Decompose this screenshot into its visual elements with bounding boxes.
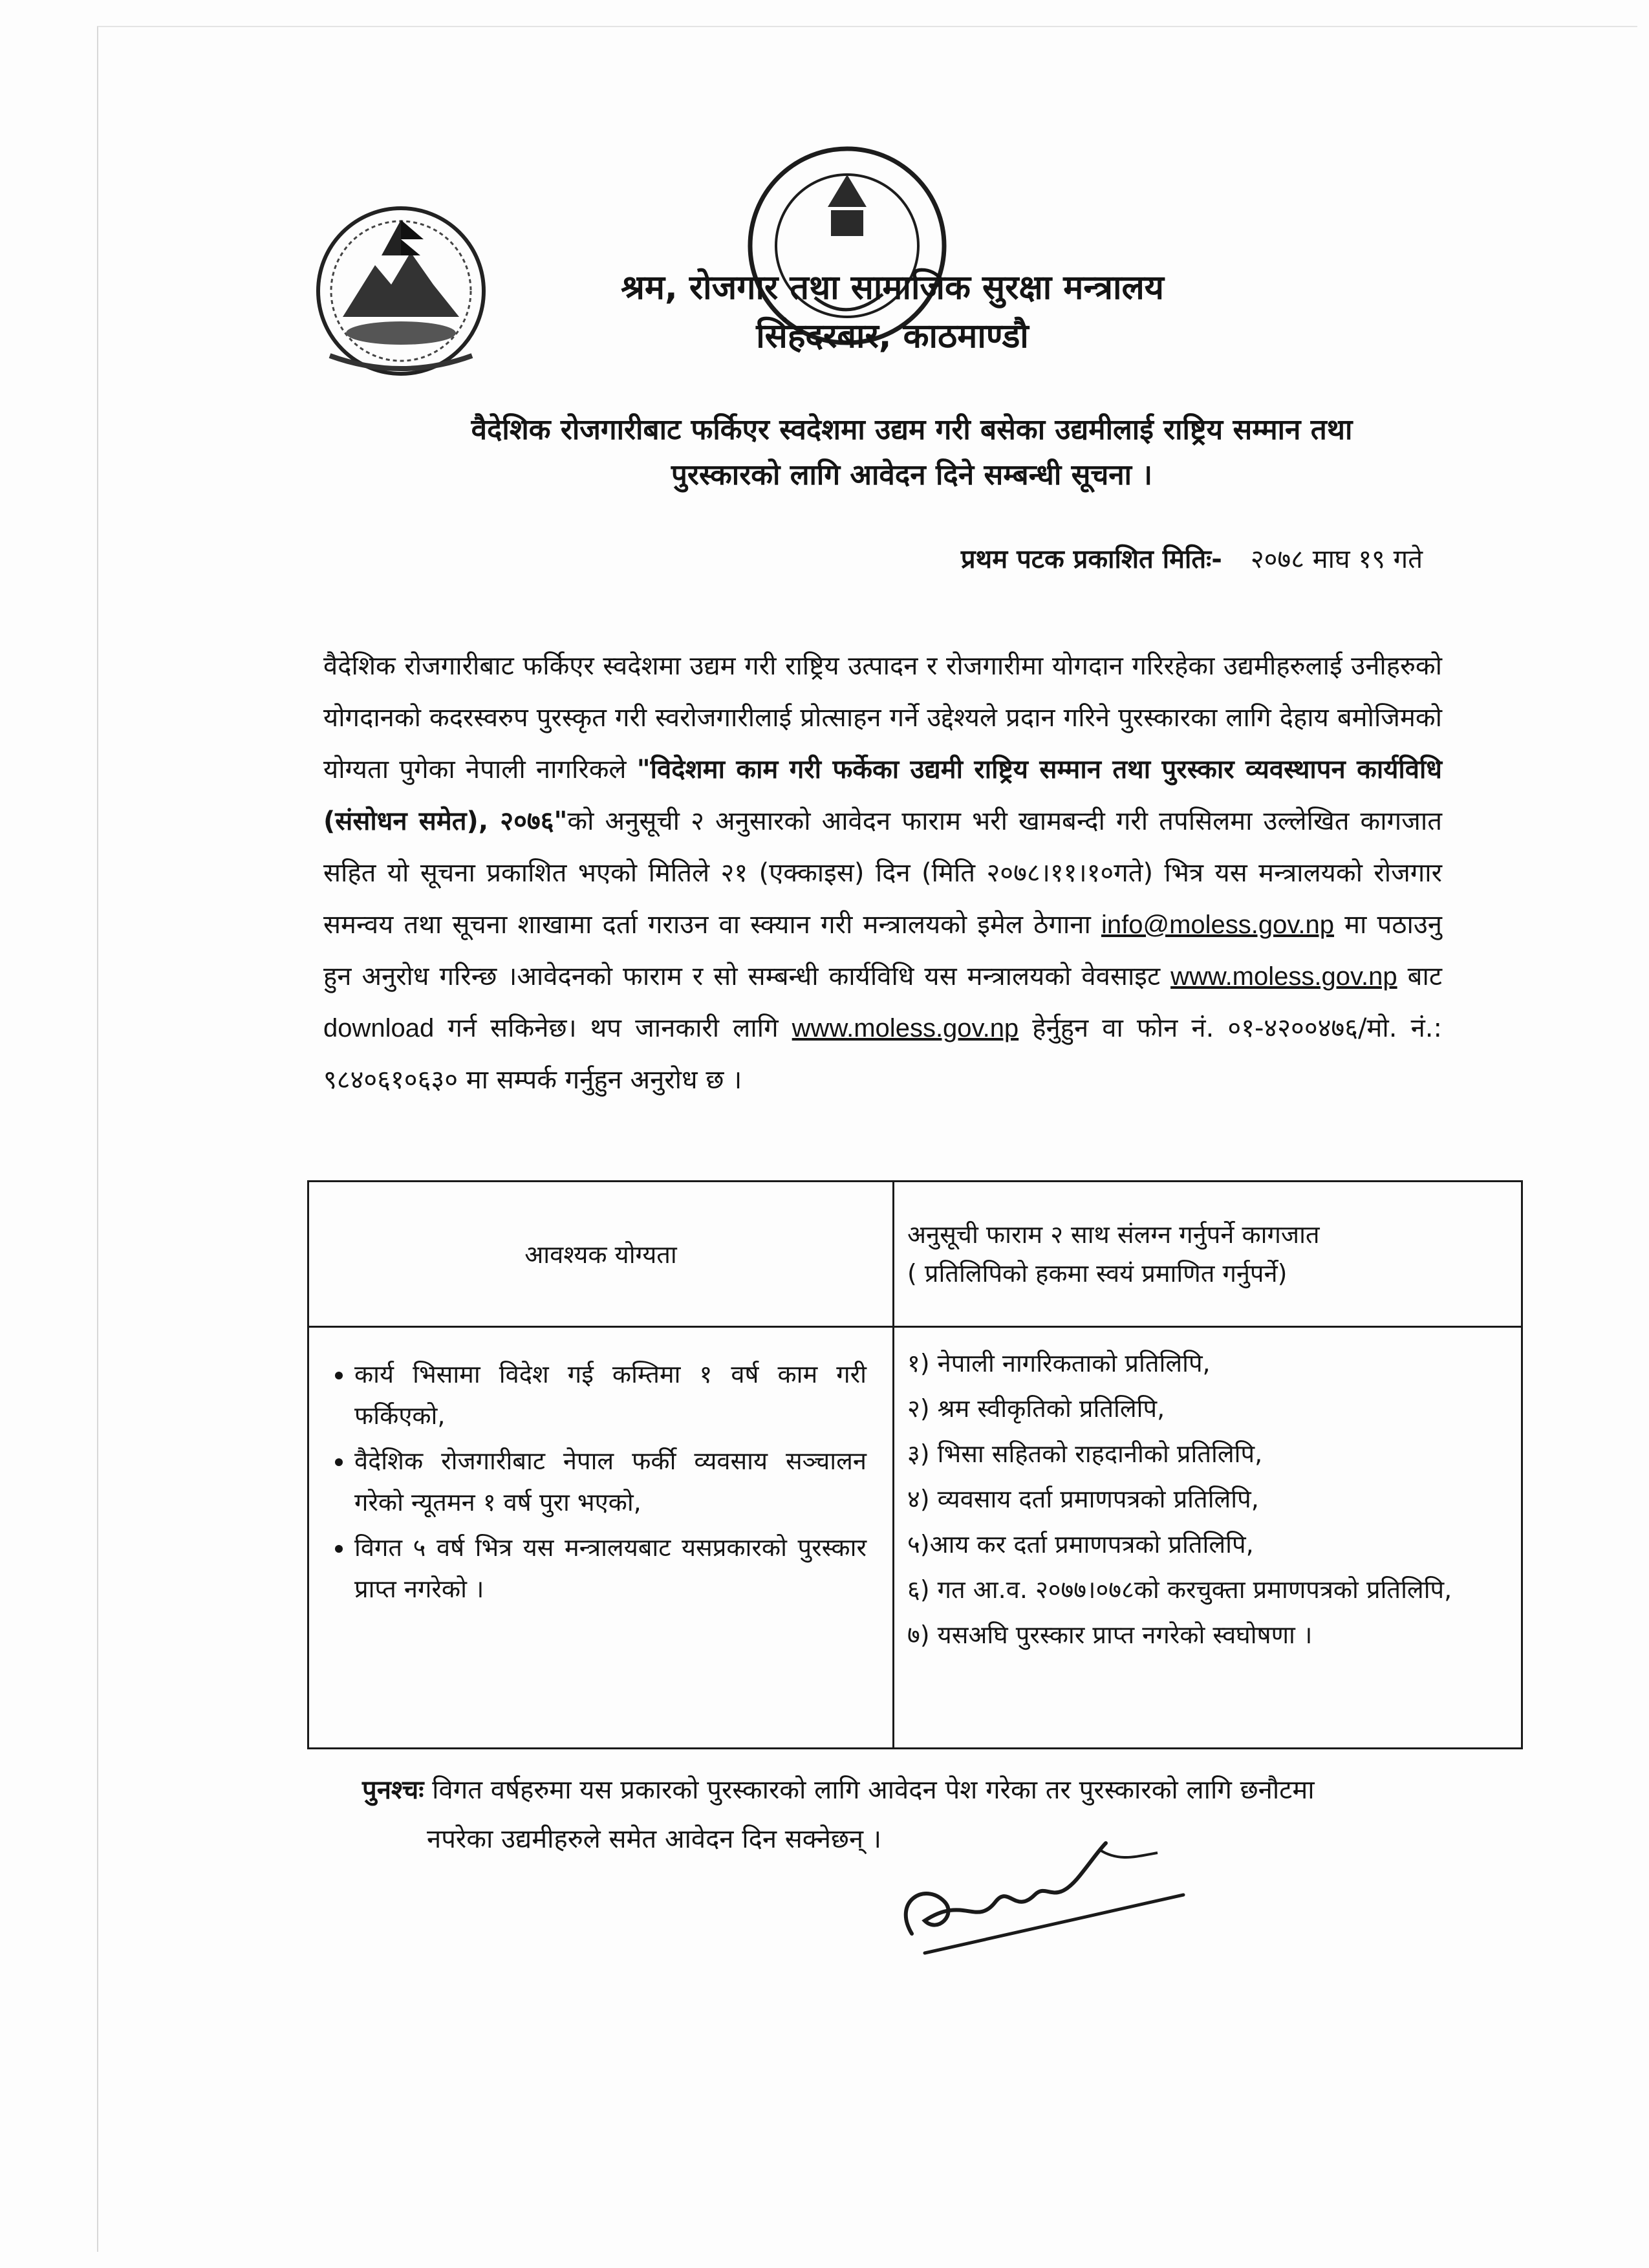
body-part-6: हेर्नुहुन वा फोन नं. ०१-४२००४७६/मो. नं.: ९८४०६१०६३० मा सम्पर्क गर्नुहुन अनुरोध छ । bbox=[323, 1013, 1442, 1095]
website-link-2[interactable]: www.moless.gov.np bbox=[792, 1014, 1019, 1042]
signature-icon bbox=[886, 1824, 1209, 1966]
website-link-1[interactable]: www.moless.gov.np bbox=[1170, 962, 1397, 991]
eligibility-list bbox=[322, 1354, 867, 1610]
documents-list bbox=[907, 1341, 1508, 1658]
body-part-1: वैदेशिक रोजगारीबाट फर्किएर स्वदेशमा उद्यम गरी राष्ट्रिय उत्पादन र रोजगारीमा योगदान गरिरहेका उद्यमीहरुलाई उनीहरुको योगदानको कदरस्वरुप पुरस्कृत गरी स्वरोजगारीलाई प्रोत्साहन गर्ने उद्देश्यले प्रदान गरिने पुरस्कारका लागि देहाय बमोजिमको योग्यता पुगेका नेपाली नागरिकले bbox=[323, 651, 1442, 784]
body-part-2: को अनुसूची २ अनुसारको आवेदन फाराम भरी खामबन्दी गरी तपसिलमा उल्लेखित कागजात सहित यो सूचना प्रकाशित भएको मितिले २१ (एक्काइस) दिन (मिति २०७८।११।१०गते) भित्र यस मन्त्रालयको रोजगार समन्वय तथा सूचना शाखामा दर्ता गराउन वा स्क्यान गरी मन्त्रालयको इमेल ठेगाना bbox=[323, 806, 1443, 940]
body-part-4: बाट bbox=[1397, 962, 1442, 991]
documents-header bbox=[894, 1182, 1522, 1327]
list-item: • कार्य भिसामा विदेश गई कम्तिमा १ वर्ष काम गरी फर्किएको, bbox=[354, 1354, 867, 1436]
ministry-name: श्रम, रोजगार तथा सामाजिक सुरक्षा मन्त्रालय bbox=[621, 268, 1164, 307]
body-part-3: मा पठाउनु हुन अनुरोध गरिन्छ ।आवेदनको फाराम र सो सम्बन्धी कार्यविधि यस मन्त्रालयको वेवसाइट bbox=[323, 910, 1442, 991]
eligibility-header: आवश्यक योग्यता bbox=[308, 1182, 894, 1327]
subject-line-1: वैदेशिक रोजगारीबाट फर्किएर स्वदेशमा उद्यम गरी बसेका उद्यमीलाई राष्ट्रिय सम्मान तथा bbox=[471, 413, 1353, 446]
list-item: २) श्रम स्वीकृतिको प्रतिलिपि, bbox=[907, 1394, 1165, 1423]
email-link[interactable]: info@moless.gov.np bbox=[1101, 911, 1335, 939]
list-item: १) नेपाली नागरिकताको प्रतिलिपि, bbox=[907, 1349, 1211, 1377]
list-item: ३) भिसा सहितको राहदानीको प्रतिलिपि, bbox=[907, 1440, 1263, 1468]
requirements-table bbox=[307, 1180, 1523, 1749]
notice-body bbox=[323, 640, 1442, 1106]
documents-header-line-2: ( प्रतिलिपिको हकमा स्वयं प्रमाणित गर्नुपर्ने) bbox=[907, 1259, 1288, 1288]
notice-subject bbox=[362, 407, 1461, 498]
list-item: • वैदेशिक रोजगारीबाट नेपाल फर्की व्यवसाय सञ्चालन गरेको न्यूतमन १ वर्ष पुरा भएको, bbox=[354, 1440, 867, 1523]
documents-header-line-1: अनुसूची फाराम २ साथ संलग्न गर्नुपर्ने कागजात bbox=[907, 1220, 1320, 1249]
eligibility-cell bbox=[308, 1327, 894, 1749]
list-item: ७) यसअघि पुरस्कार प्राप्त नगरेको स्वघोषणा । bbox=[907, 1621, 1313, 1649]
postscript-line-2: नपरेका उद्यमीहरुले समेत आवेदन दिन सक्नेछन् । bbox=[427, 1824, 882, 1854]
documents-cell bbox=[894, 1327, 1522, 1749]
table-header-row bbox=[308, 1182, 1522, 1327]
list-item: ६) गत आ.व. २०७७।०७८को करचुक्ता प्रमाणपत्रको प्रतिलिपि, bbox=[907, 1575, 1452, 1604]
subject-line-2: पुरस्कारको लागि आवेदन दिने सम्बन्धी सूचना । bbox=[671, 459, 1153, 491]
list-item: • विगत ५ वर्ष भित्र यस मन्त्रालयबाट यसप्रकारको पुरस्कार प्राप्त नगरेको । bbox=[354, 1527, 867, 1610]
postscript-line-1: विगत वर्षहरुमा यस प्रकारको पुरस्कारको लागि आवेदन पेश गरेका तर पुरस्कारको लागि छनौटमा bbox=[432, 1775, 1315, 1805]
postscript-label: पुनश्चः bbox=[362, 1775, 424, 1805]
table-row bbox=[308, 1327, 1522, 1749]
body-part-5: गर्न सकिनेछ। थप जानकारी लागि bbox=[434, 1013, 792, 1043]
publication-date-value: २०७८ माघ १९ गते bbox=[1250, 545, 1423, 574]
nepal-emblem-icon bbox=[304, 194, 498, 382]
publication-date bbox=[841, 540, 1423, 576]
publication-date-label: प्रथम पटक प्रकाशित मितिः- bbox=[960, 545, 1222, 574]
download-word: download bbox=[323, 1014, 435, 1042]
ministry-address: सिंहदरबार, काठमाण्डौ bbox=[756, 317, 1029, 356]
list-item: ४) व्यवसाय दर्ता प्रमाणपत्रको प्रतिलिपि, bbox=[907, 1485, 1259, 1513]
procedure-title: "विदेशमा काम गरी फर्केका उद्यमी राष्ट्रिय सम्मान तथा पुरस्कार व्यवस्थापन कार्यविधि (संसोधन समेत), २०७६" bbox=[323, 755, 1442, 836]
list-item: ५)आय कर दर्ता प्रमाणपत्रको प्रतिलिपि, bbox=[907, 1530, 1254, 1559]
